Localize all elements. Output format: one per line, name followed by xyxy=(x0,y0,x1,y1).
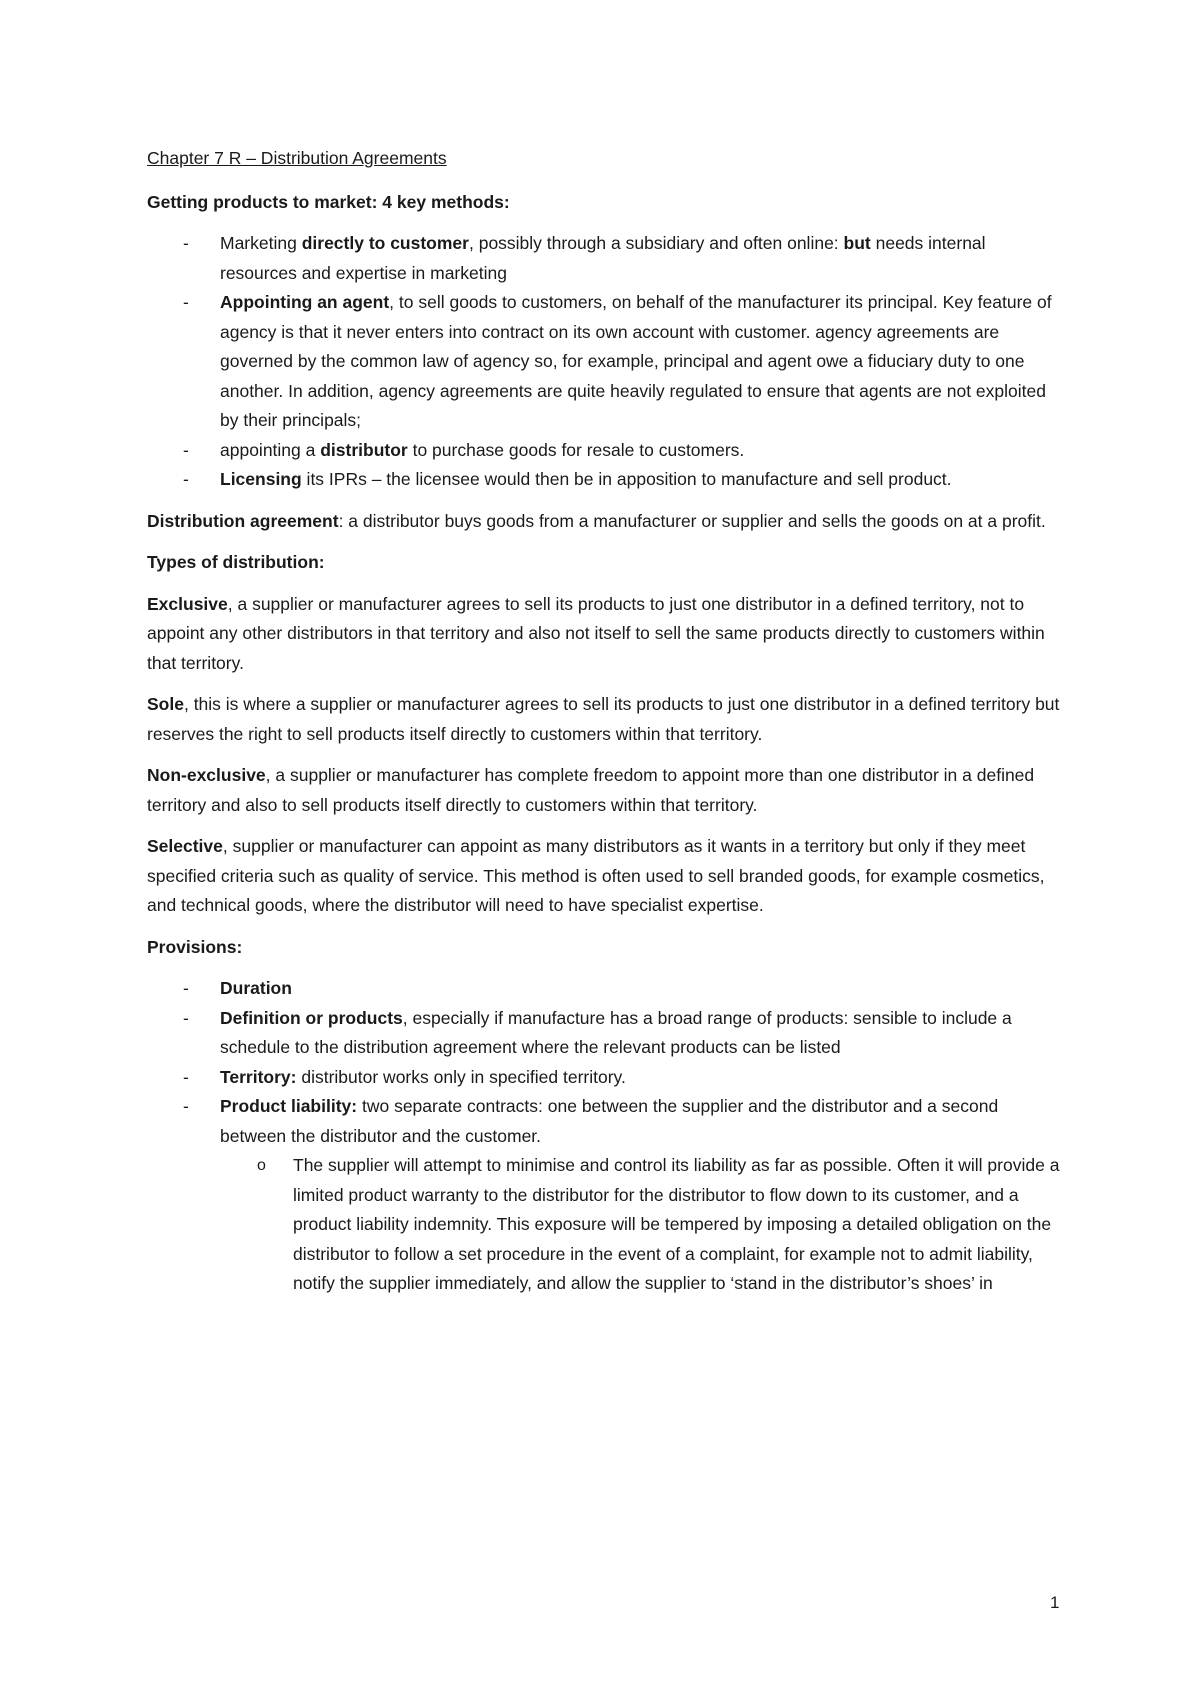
document-page xyxy=(147,144,1062,1311)
page-title: Chapter 7 R – Distribution Agreements xyxy=(147,148,447,168)
methods-heading: Getting products to market: 4 key methods: xyxy=(147,191,510,212)
list-item: - Marketing directly to customer, possibly through a subsidiary and often online: but needs internal resources and expertise in marketing xyxy=(147,229,1062,288)
product-liability-sublist xyxy=(220,1151,1062,1299)
list-item: - Territory: distributor works only in specified territory. xyxy=(147,1063,1062,1093)
type-exclusive: Exclusive, a supplier or manufacturer agrees to sell its products to just one distributor in a defined territory, not to appoint any other distributors in that territory and also not itself to sell the same products directly to customers within that territory. xyxy=(147,593,1045,673)
list-item: - appointing a distributor to purchase goods for resale to customers. xyxy=(147,436,1062,466)
sub-list-item: o The supplier will attempt to minimise and control its liability as far as possible. Often it will provide a limited product warranty to the distributor for the distributor to flow down to its customer, and a product liability indemnity. This exposure will be tempered by imposing a detailed obligation on the distributor to follow a set procedure in the event of a complaint, for example not to admit liability, notify the supplier immediately, and allow the supplier to ‘stand in the distributor’s shoes’ in xyxy=(147,1151,1062,1299)
provisions-heading: Provisions: xyxy=(147,936,243,957)
type-non-exclusive: Non-exclusive, a supplier or manufacturer has complete freedom to appoint more than one distributor in a defined territory and also to sell products itself directly to customers within that territory. xyxy=(147,765,1035,815)
list-item: - Licensing its IPRs – the licensee would then be in apposition to manufacture and sell product. xyxy=(147,465,1062,495)
types-heading: Types of distribution: xyxy=(147,552,325,572)
list-item: - Product liability: two separate contracts: one between the supplier and the distributor and a second between the distributor and the customer. o The supplier will attempt to minimise and control its liability as far as possible. Often it will provide a limited product warranty to the distributor for the distributor to flow down to its customer, and a product liability indemnity. This exposure will be tempered by imposing a detailed obligation on the distributor to follow a set procedure in the event of a complaint, for example not to admit liability, notify the supplier immediately, and allow the supplier to ‘stand in the distributor’s shoes’ in xyxy=(147,1092,1062,1299)
list-item: - Duration xyxy=(147,974,1062,1004)
type-sole: Sole, this is where a supplier or manufacturer agrees to sell its products to just one distributor in a defined territory but reserves the right to sell products itself directly to customers within that territory. xyxy=(147,694,1060,744)
methods-list xyxy=(147,229,1062,495)
distribution-agreement-definition: Distribution agreement: a distributor buys goods from a manufacturer or supplier and sells the goods on at a profit. xyxy=(147,510,1046,531)
page-number: 1 xyxy=(1050,1593,1060,1612)
list-item: - Appointing an agent, to sell goods to customers, on behalf of the manufacturer its principal. Key feature of agency is that it never enters into contract on its own account with customer. agency agreements are governed by the common law of agency so, for example, principal and agent owe a fiduciary duty to one another. In addition, agency agreements are quite heavily regulated to ensure that agents are not exploited by their principals; xyxy=(147,288,1062,436)
type-selective: Selective, supplier or manufacturer can appoint as many distributors as it wants in a territory but only if they meet specified criteria such as quality of service. This method is often used to sell branded goods, for example cosmetics, and technical goods, where the distributor will need to have specialist expertise. xyxy=(147,836,1045,915)
list-item: - Definition or products, especially if manufacture has a broad range of products: sensible to include a schedule to the distribution agreement where the relevant products can be listed xyxy=(147,1004,1062,1063)
provisions-list xyxy=(147,974,1062,1299)
